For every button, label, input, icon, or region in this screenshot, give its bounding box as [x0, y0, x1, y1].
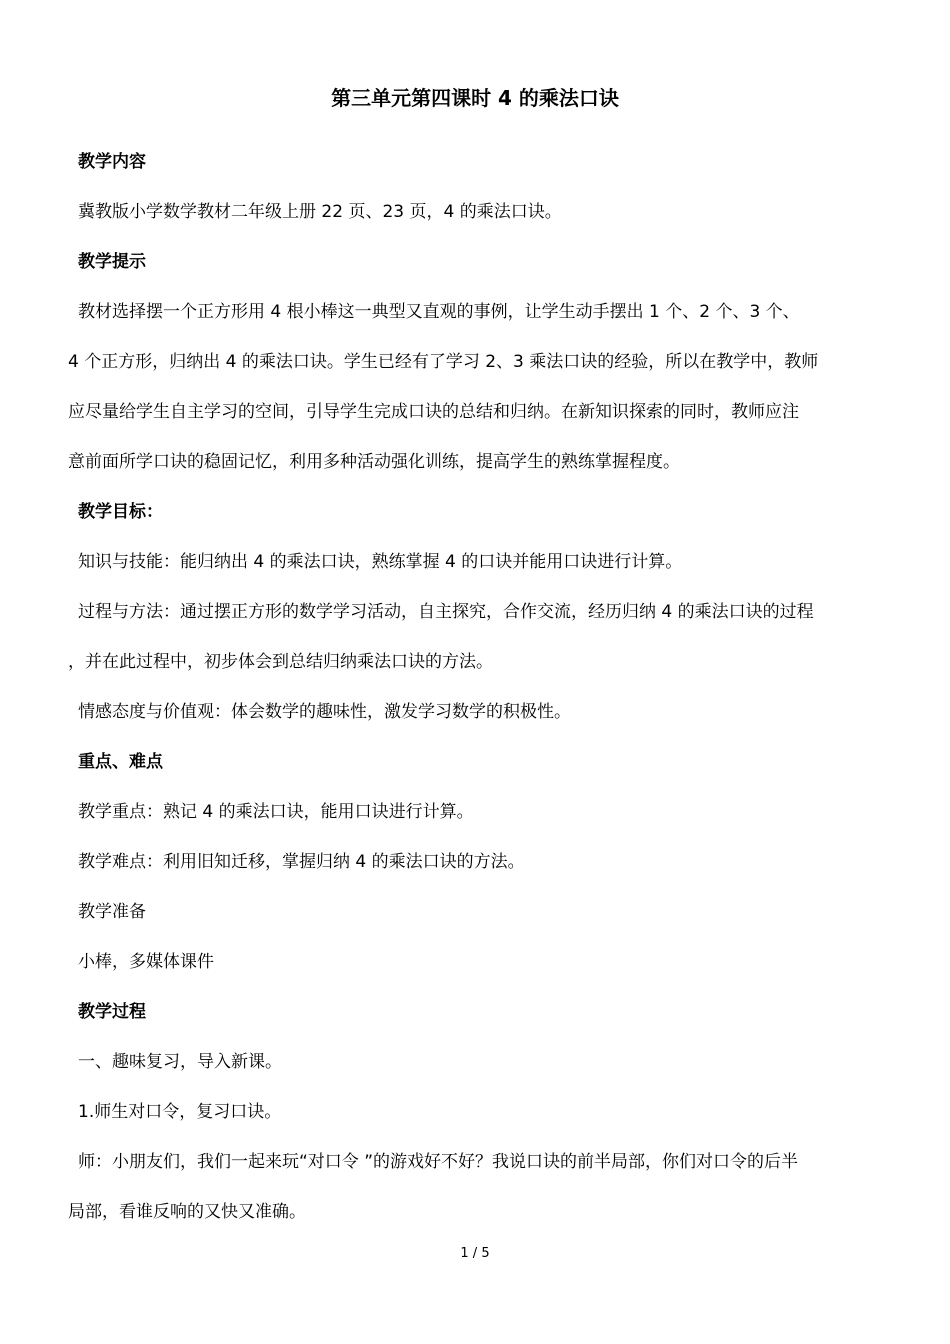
hint-paragraph-line: 应尽量给学生自主学习的空间，引导学生完成口诀的总结和归纳。在新知识探索的同时，教师应注 — [68, 402, 799, 422]
section-heading-goals: 教学目标： — [78, 502, 163, 522]
content-text: 冀教版小学数学教材二年级上册 22 页、23 页，4 的乘法口诀。 — [78, 202, 562, 222]
goal-process-continued: ，并在此过程中，初步体会到总结归纳乘法口诀的方法。 — [68, 652, 493, 672]
section-heading-preparation: 教学准备 — [78, 902, 146, 922]
section-heading-hint: 教学提示 — [78, 252, 146, 272]
page-number: 1 / 5 — [460, 1246, 490, 1261]
hint-paragraph-line: 意前面所学口诀的稳固记忆，利用多种活动强化训练，提高学生的熟练掌握程度。 — [68, 452, 680, 472]
hint-paragraph-line: 4 个正方形，归纳出 4 的乘法口诀。学生已经有了学习 2、3 乘法口诀的经验，所以在教学中，教师 — [68, 352, 819, 372]
goal-emotion: 情感态度与价值观：体会数学的趣味性，激发学习数学的积极性。 — [78, 702, 571, 722]
section-heading-key-points: 重点、难点 — [78, 752, 163, 772]
section-heading-procedure: 教学过程 — [78, 1002, 146, 1022]
key-focus: 教学重点：熟记 4 的乘法口诀，能用口诀进行计算。 — [78, 802, 474, 822]
section-heading-content: 教学内容 — [78, 152, 146, 172]
goal-process: 过程与方法：通过摆正方形的数学学习活动，自主探究，合作交流，经历归纳 4 的乘法口诀的过程 — [78, 602, 814, 622]
teacher-dialogue-continued: 局部，看谁反响的又快又准确。 — [68, 1202, 306, 1222]
key-difficulty: 教学难点：利用旧知迁移，掌握归纳 4 的乘法口诀的方法。 — [78, 852, 525, 872]
document-title: 第三单元第四课时 4 的乘法口诀 — [331, 86, 619, 110]
goal-knowledge: 知识与技能：能归纳出 4 的乘法口诀，熟练掌握 4 的口诀并能用口诀进行计算。 — [78, 552, 683, 572]
teacher-dialogue: 师：小朋友们，我们一起来玩“对口令 ”的游戏好不好？我说口诀的前半局部，你们对口令的后半 — [78, 1152, 799, 1172]
preparation-text: 小棒，多媒体课件 — [78, 952, 214, 972]
hint-paragraph-line: 教材选择摆一个正方形用 4 根小棒这一典型又直观的事例，让学生动手摆出 1 个、2 个、3 个、 — [78, 302, 800, 322]
procedure-step: 一、趣味复习，导入新课。 — [78, 1052, 282, 1072]
procedure-substep: 1.师生对口令，复习口诀。 — [78, 1102, 282, 1122]
